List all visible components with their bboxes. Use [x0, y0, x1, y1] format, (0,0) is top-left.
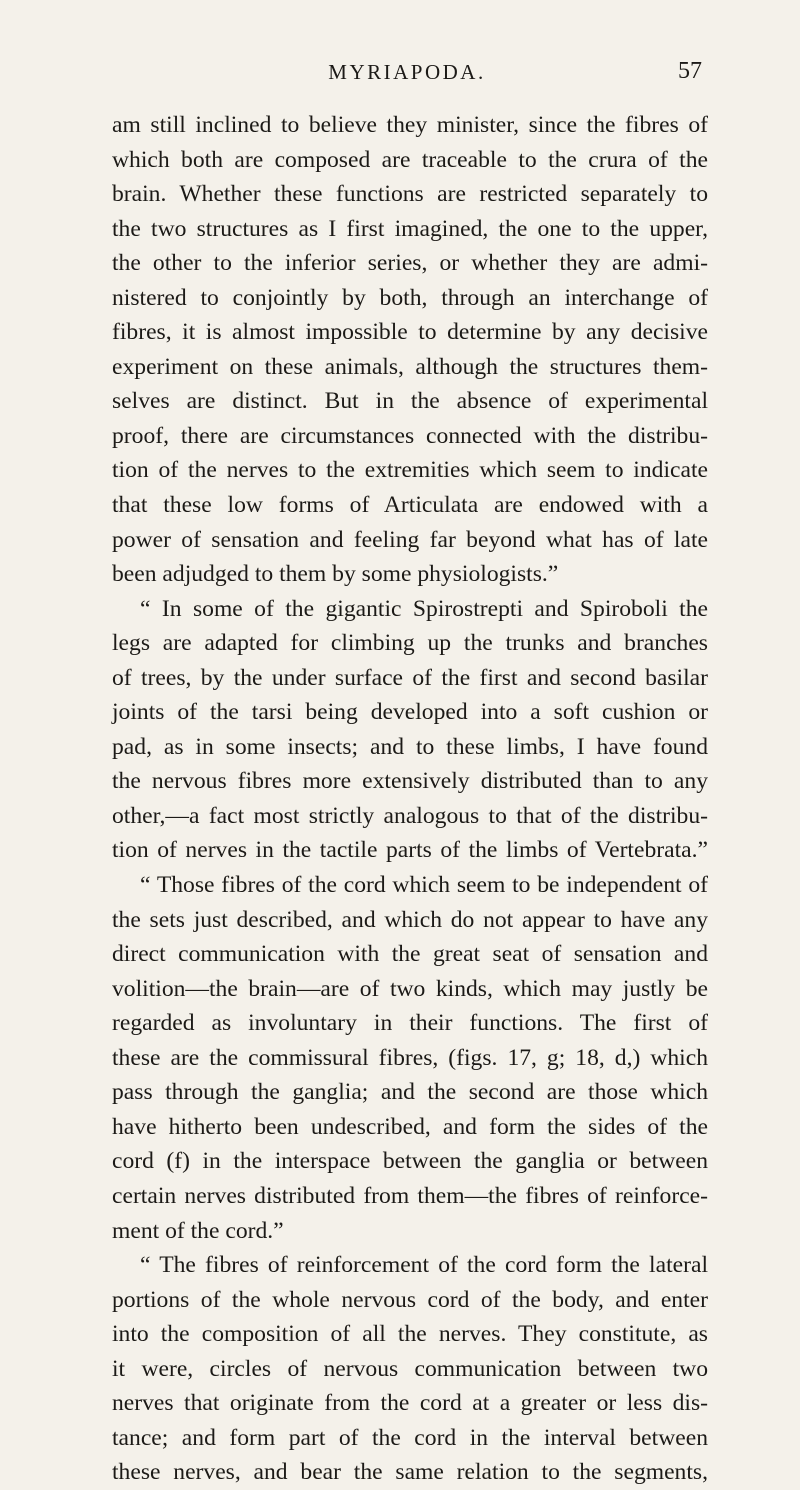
text-line: been adjudged to them by some physiologists.” — [112, 561, 559, 588]
text-line: pad, as in some insects; and to these limbs, I have found — [112, 733, 708, 760]
text-line: am still inclined to believe they minister, since the fibres of — [112, 112, 708, 138]
text-line: tion of nerves in the tactile parts of the limbs of Vertebrata.” — [112, 837, 708, 864]
text-line: these are the commissural fibres, (figs. 17, g; 18, d,) which — [112, 1044, 708, 1071]
text-line: other,—a fact most strictly analogous to that of the distribu- — [112, 802, 708, 829]
text-line: “ In some of the gigantic Spirostrepti and Spiroboli the — [140, 595, 708, 622]
text-line: tion of the nerves to the extremities which seem to indicate — [112, 457, 708, 484]
text-line: joints of the tarsi being developed into a soft cushion or — [112, 699, 708, 726]
text-line: certain nerves distributed from them—the fibres of reinforce- — [112, 1182, 708, 1209]
text-line: cord (f) in the interspace between the ganglia or between — [112, 1148, 708, 1175]
text-line: pass through the ganglia; and the second are those which — [112, 1079, 708, 1106]
text-line: of trees, by the under surface of the first and second basilar — [112, 664, 708, 691]
text-line: fibres, it is almost impossible to determine by any decisive — [112, 319, 708, 346]
text-line: experiment on these animals, although the structures them- — [112, 353, 708, 380]
text-line: selves are distinct. But in the absence of experimental — [112, 388, 708, 415]
text-line: nerves that originate from the cord at a greater or less dis- — [112, 1390, 708, 1417]
text-line: nistered to conjointly by both, through an interchange of — [112, 284, 708, 311]
text-line: volition—the brain—are of two kinds, which may justly be — [112, 975, 708, 1002]
running-head — [112, 60, 702, 90]
text-line: the sets just described, and which do not appear to have any — [112, 906, 708, 933]
text-line: that these low forms of Articulata are endowed with a — [112, 492, 708, 519]
text-line: which both are composed are traceable to the crura of the — [112, 146, 708, 173]
text-line: regarded as involuntary in their functions. The first of — [112, 1010, 708, 1037]
text-line: legs are adapted for climbing up the trunks and branches — [112, 630, 708, 657]
text-line: direct communication with the great seat of sensation and — [112, 941, 708, 968]
text-line: proof, there are circumstances connected with the distribu- — [112, 422, 708, 449]
text-line: “ The fibres of reinforcement of the cord form the lateral — [140, 1252, 708, 1279]
page-number: 57 — [678, 58, 702, 84]
text-line: ment of the cord.” — [112, 1217, 284, 1244]
text-line: the two structures as I first imagined, the one to the upper, — [112, 215, 708, 242]
text-line: these nerves, and bear the same relation to the segments, — [112, 1459, 708, 1486]
text-line: into the composition of all the nerves. They constitute, as — [112, 1321, 708, 1348]
body-text — [112, 108, 708, 1490]
text-line: have hitherto been undescribed, and form the sides of the — [112, 1113, 708, 1140]
text-line: portions of the whole nervous cord of the body, and enter — [112, 1286, 708, 1313]
text-line: power of sensation and feeling far beyond what has of late — [112, 526, 708, 553]
text-line: it were, circles of nervous communication between two — [112, 1355, 708, 1382]
text-line: tance; and form part of the cord in the interval between — [112, 1424, 708, 1451]
text-line: the nervous fibres more extensively distributed than to any — [112, 768, 708, 795]
running-title: MYRIAPODA. — [328, 60, 486, 84]
text-line: the other to the inferior series, or whether they are admi- — [112, 250, 708, 277]
text-line: “ Those fibres of the cord which seem to be independent of — [140, 872, 708, 899]
text-line: brain. Whether these functions are restricted separately to — [112, 181, 708, 208]
